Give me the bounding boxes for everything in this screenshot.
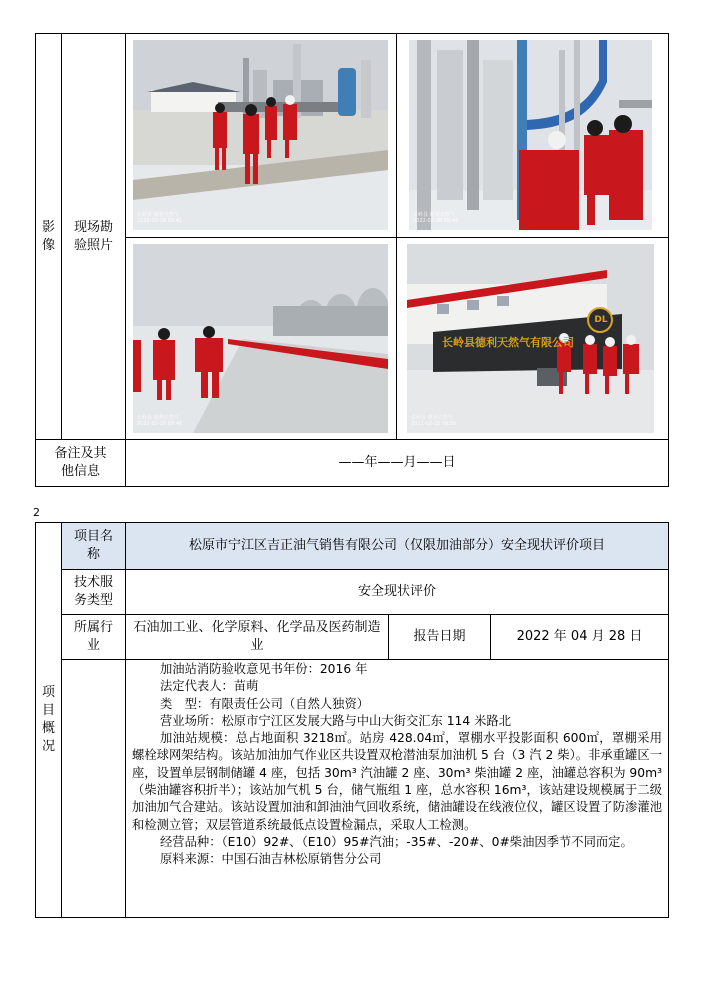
site-photo-1	[133, 40, 388, 230]
photo-3-watermark-2: 2022-02-28 09:46	[137, 421, 183, 427]
company-sign-text: 长岭县德利天然气有限公司	[442, 336, 574, 349]
overview-side-label	[36, 523, 61, 917]
image-label-text: 影像	[41, 219, 55, 253]
project-name-value	[126, 523, 668, 569]
remarks-label-text: 备注及其他信息	[54, 446, 107, 479]
company-logo-text: DL	[594, 315, 608, 325]
overview-type: 类 型：有限责任公司（自然人独资）	[160, 696, 370, 711]
service-type-value	[126, 570, 668, 614]
overview-products: 经营品种：（E10）92#、（E10）95#汽油；-35#、-20#、0#柴油因季节不同而定。	[160, 834, 633, 849]
service-type-label-text: 技术服务类型	[73, 575, 113, 608]
image-label	[36, 34, 61, 439]
date-blank-text: ——年——月——日	[338, 455, 456, 470]
industry-label	[62, 615, 125, 659]
overview-address: 营业场所：松原市宁江区发展大路与中山大街交汇东 114 米路北	[160, 713, 512, 728]
service-type-text: 安全现状评价	[357, 584, 436, 599]
site-photo-2-image	[409, 40, 652, 230]
site-photo-3	[133, 244, 388, 433]
site-photo-2	[409, 40, 652, 230]
report-date-label-text: 报告日期	[413, 629, 466, 644]
remarks-label	[36, 440, 125, 486]
photo-4-watermark-2: 2022-02-28 09:50	[411, 421, 457, 427]
overview-legal-rep: 法定代表人：苗萌	[160, 679, 259, 694]
photo-1-watermark-1: 长岭县 德利天然气	[137, 212, 179, 218]
overview-fire-year: 加油站消防验收意见书年份：2016 年	[160, 662, 368, 676]
industry-text: 石油加工业、化学原料、化学品及医药制造业	[133, 620, 381, 653]
project-name-text: 松原市宁江区吉正油气销售有限公司（仅限加油部分）安全现状评价项目	[188, 538, 605, 553]
project-name-label-text: 项目名称	[73, 529, 113, 562]
industry-value	[126, 615, 388, 659]
page-number: 2	[33, 506, 40, 519]
report-date-label	[389, 615, 490, 659]
overview-raw-material: 原料来源：中国石油吉林松原销售分公司	[160, 852, 382, 867]
photo-2-watermark-1: 长岭县 德利天然气	[413, 212, 455, 218]
photo-1-watermark-2: 2022-02-28 09:41	[137, 218, 183, 224]
photo-3-watermark-1: 长岭县 德利天然气	[137, 415, 179, 421]
industry-label-text: 所属行业	[74, 620, 114, 653]
report-date-text: 2022 年 04 月 28 日	[516, 629, 643, 644]
overview-scale: 加油站规模：总占地面积 3218㎡。站房 428.04㎡，罩棚水平投影面积 600㎡，罩棚采用螺栓球网架结构。该站加油加气作业区共设置双枪潜油泵加油机 5 台（3 汽 2 柴）。非承重罐区一座，设置单层钢制储罐 4 座，包括 30m³ 汽油罐 2 座、30m³ 柴油罐 2 座，油罐总容积为 90m³（柴油罐容积折半）；该站加气机 5 台，储气瓶组 1 座，总水容积 16m³，该站建设规模属于二级加油加气合建站。该站设置加油和卸油油气回收系统，储油罐设在线液位仪，罐区设置了防渗灌池和检测立管；双层管道系统最低点设置检漏点，采取人工检测。	[132, 731, 662, 832]
photo-2-watermark-2: 2022-02-28 09:44	[413, 218, 459, 224]
service-type-label	[62, 570, 125, 614]
site-photo-3-image	[133, 244, 388, 433]
photos-label-text: 现场勘验照片	[73, 219, 113, 253]
site-photo-1-image	[133, 40, 388, 230]
photos-label	[62, 34, 125, 439]
remarks-date	[126, 440, 668, 486]
photo-4-watermark-1: 长岭县 德利天然气	[411, 415, 453, 421]
site-photo-4	[407, 244, 654, 433]
project-name-label	[62, 523, 125, 569]
report-date-value	[491, 615, 668, 659]
overview-side-label-text: 项目概况	[41, 685, 55, 754]
project-overview	[132, 661, 662, 869]
